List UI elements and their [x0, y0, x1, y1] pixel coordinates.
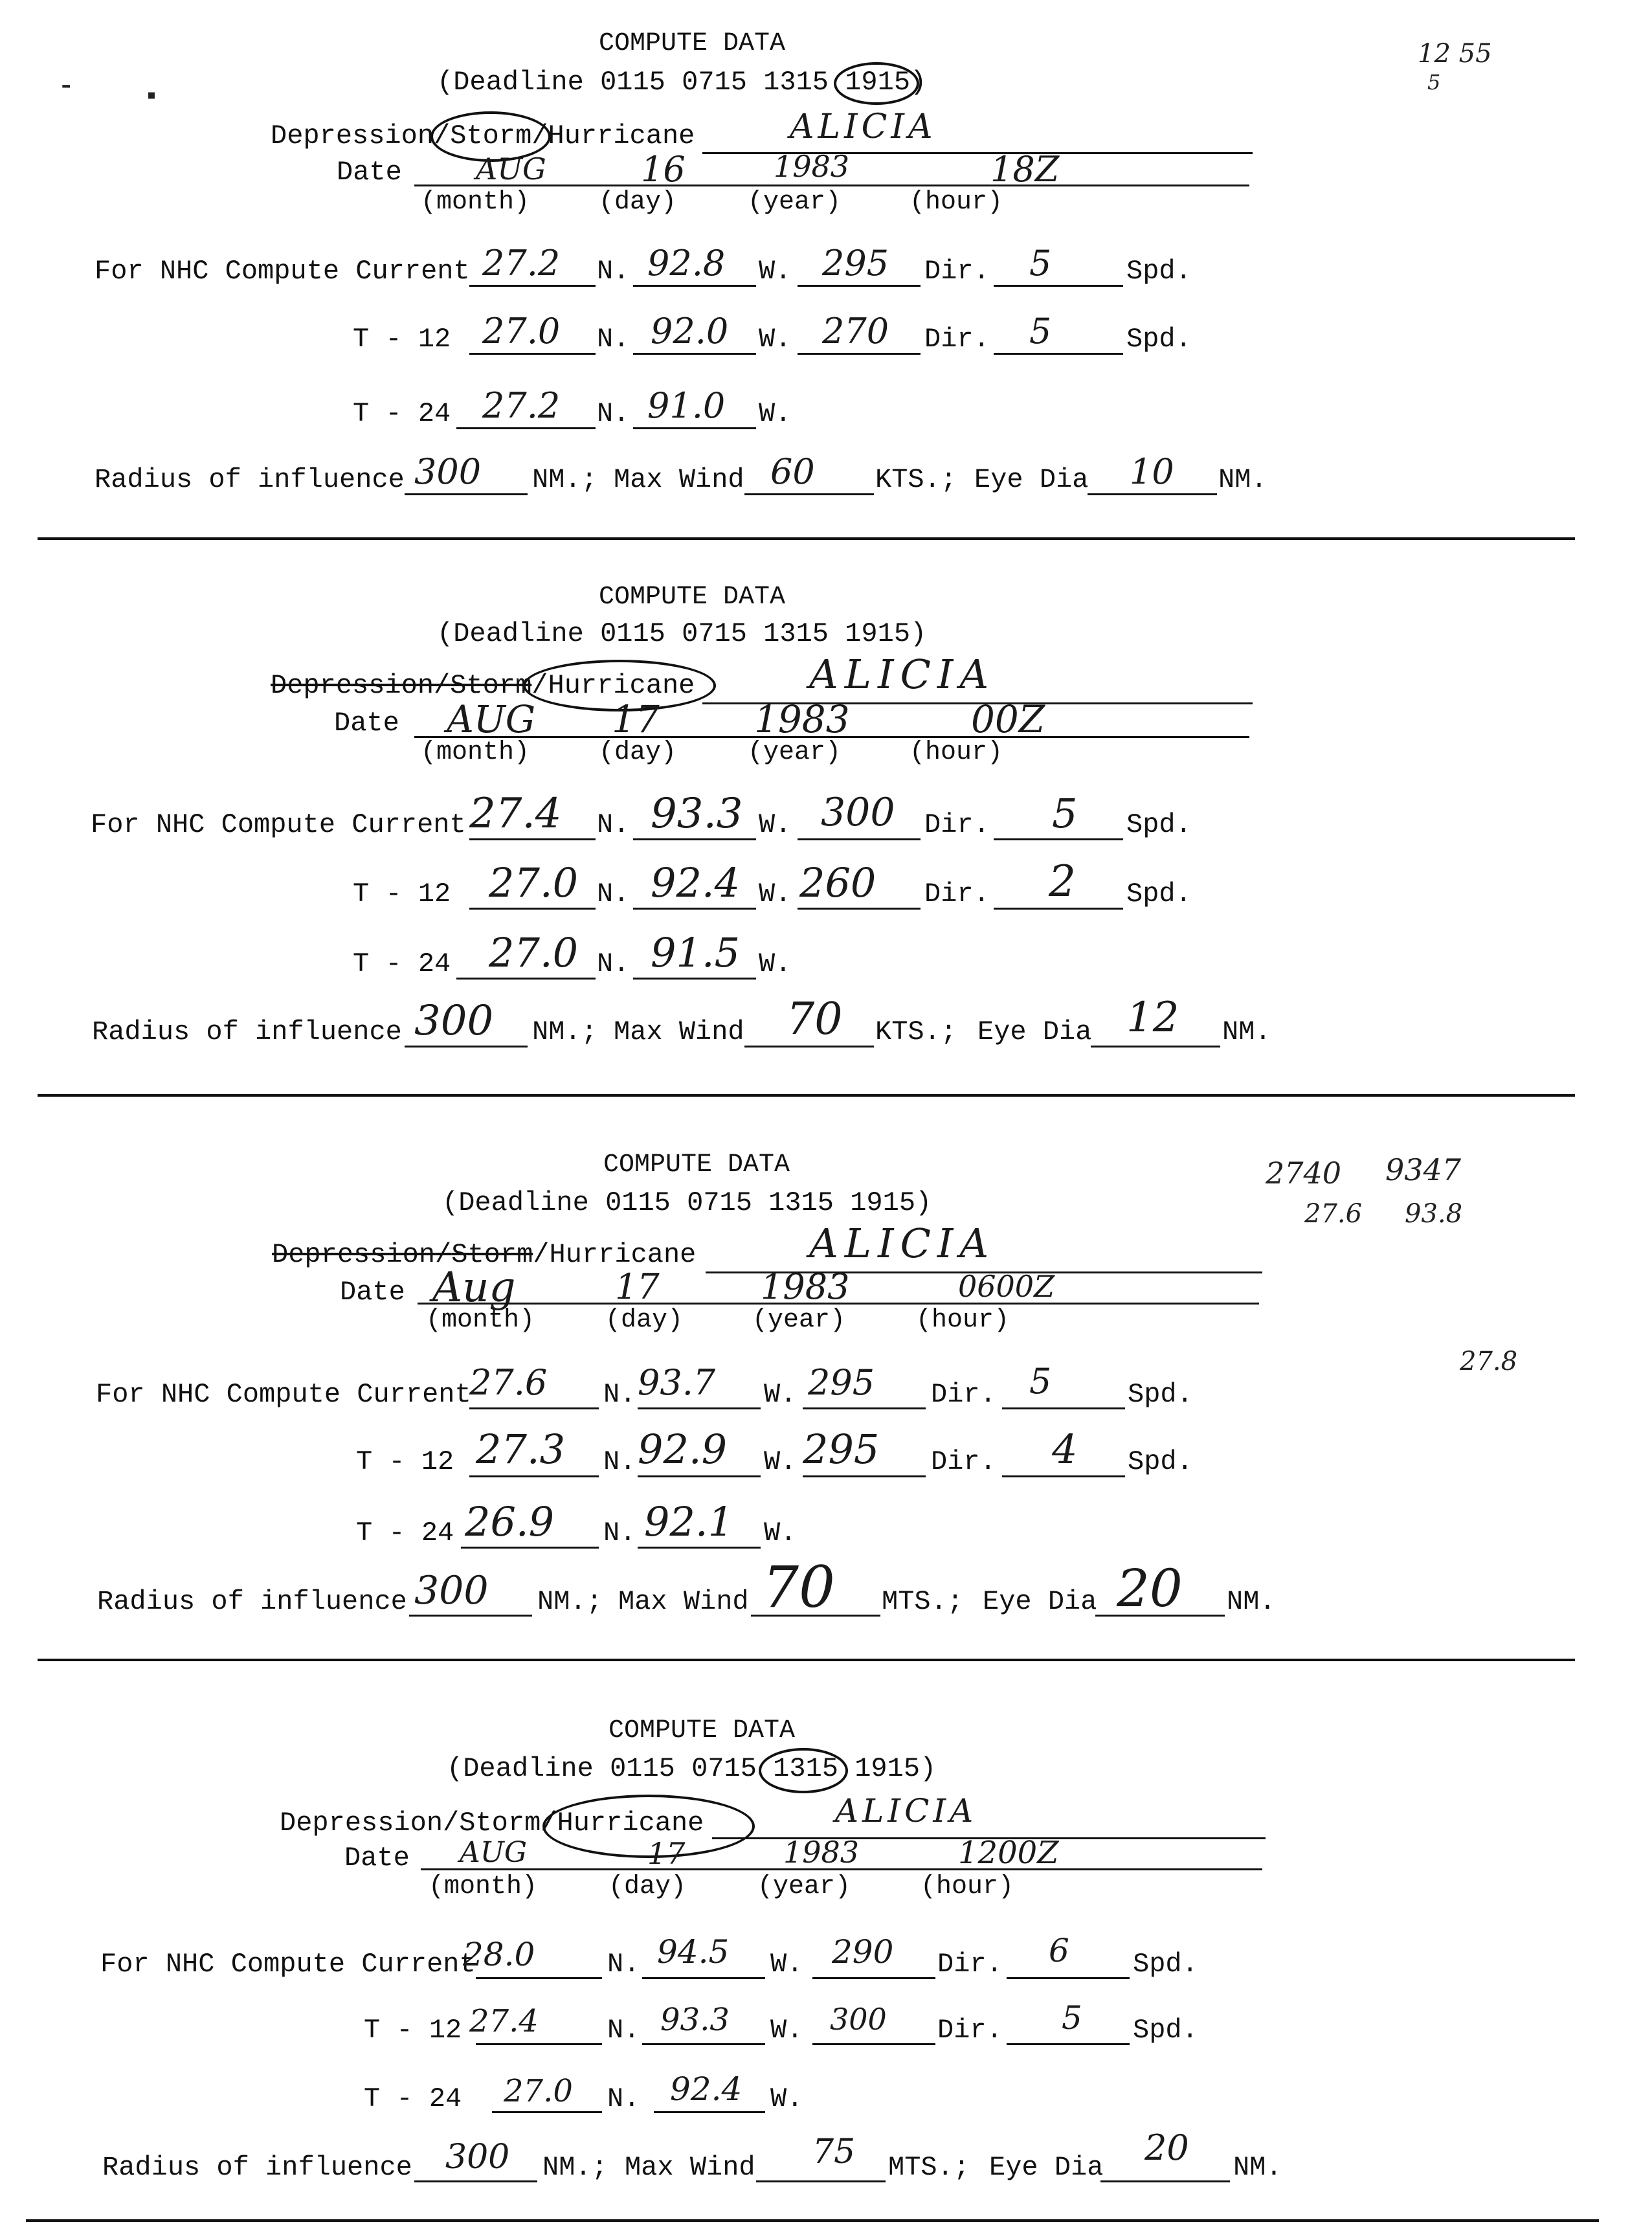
- t24-n-value: 27.0: [504, 2073, 573, 2109]
- t12-w-label: W.: [759, 324, 792, 355]
- t12-w-label: W.: [759, 879, 792, 910]
- current-dir-label: Dir.: [924, 809, 990, 840]
- current-n-label: N.: [607, 1949, 640, 1980]
- t12-label: T - 12: [353, 324, 451, 355]
- current-dir-underline: [803, 1407, 926, 1409]
- t12-spd-underline: [994, 353, 1123, 355]
- t12-n-label: N.: [607, 2015, 640, 2046]
- side-note-form3-1a: 2740: [1266, 1156, 1342, 1191]
- date-underline: [414, 185, 1249, 186]
- t12-dir-value: 295: [803, 1426, 880, 1473]
- t12-n-value: 27.4: [469, 2003, 539, 2039]
- current-n-underline: [469, 838, 596, 840]
- t12-spd-label: Spd.: [1126, 879, 1192, 910]
- current-dir-value: 290: [832, 1933, 894, 1971]
- t12-dir-underline: [798, 908, 921, 910]
- date-hour-value: 18Z: [990, 149, 1060, 190]
- form-title: COMPUTE DATA: [599, 29, 786, 58]
- deadline-1315: 1315: [763, 67, 829, 98]
- eye-dia-underline: [1095, 1615, 1225, 1617]
- eye-dia-unit: NM.: [1233, 2152, 1282, 2183]
- current-label: For NHC Compute Current: [91, 809, 466, 840]
- t24-w-label: W.: [770, 2083, 803, 2114]
- t12-n-label: N.: [597, 879, 630, 910]
- current-dir-underline: [798, 285, 921, 287]
- date-sub-hour: (hour): [921, 1872, 1014, 1901]
- max-wind-value: 60: [770, 451, 815, 492]
- current-w-underline: [633, 838, 756, 840]
- type-slash-1: /: [434, 120, 451, 151]
- eye-dia-value: 10: [1130, 451, 1174, 492]
- current-dir-underline: [812, 1977, 935, 1979]
- date-sub-day: (day): [599, 738, 677, 767]
- current-dir-label: Dir.: [931, 1379, 996, 1410]
- deadline-line: [447, 1753, 936, 1784]
- type-storm: Storm: [459, 1808, 541, 1839]
- type-depression: Depression: [271, 120, 434, 151]
- section-divider-3: [38, 1659, 1575, 1661]
- margin-mark-dot: ▪: [144, 83, 160, 112]
- t24-n-label: N.: [607, 2083, 640, 2114]
- max-wind-underline: [744, 1046, 874, 1047]
- deadline-0115: 0115: [600, 67, 665, 98]
- current-w-underline: [642, 1977, 765, 1979]
- t24-n-underline: [492, 2111, 602, 2113]
- current-n-value: 27.2: [482, 243, 561, 284]
- deadline-1915: 1915: [845, 618, 911, 649]
- date-label: Date: [334, 708, 399, 739]
- eye-dia-underline: [1091, 1046, 1220, 1047]
- t12-dir-underline: [812, 2043, 935, 2045]
- t24-w-label: W.: [759, 948, 792, 980]
- current-dir-label: Dir.: [937, 1949, 1003, 1980]
- t24-w-label: W.: [764, 1518, 797, 1549]
- date-sub-day: (day): [608, 1872, 687, 1901]
- radius-underline: [409, 1615, 532, 1617]
- current-w-value: 92.8: [647, 243, 726, 284]
- current-w-value: 93.7: [638, 1362, 716, 1403]
- type-storm: Storm: [450, 670, 532, 701]
- circle-mark-1915: [834, 62, 919, 105]
- type-slash-1: /: [443, 1808, 460, 1839]
- current-spd-value: 5: [1052, 790, 1078, 837]
- t12-n-underline: [469, 1475, 599, 1477]
- t24-w-value: 91.5: [651, 929, 741, 976]
- side-note-top-right: 12 55: [1418, 39, 1492, 69]
- type-hurricane: Hurricane: [548, 670, 695, 701]
- date-day-value: 16: [641, 149, 686, 190]
- current-spd-value: 5: [1029, 1361, 1052, 1402]
- deadline-suffix: ): [920, 1753, 937, 1784]
- t12-dir-label: Dir.: [924, 879, 990, 910]
- section-divider-bottom: [26, 2219, 1599, 2222]
- current-spd-underline: [1002, 1407, 1125, 1409]
- date-label: Date: [337, 157, 402, 188]
- current-w-label: W.: [759, 256, 792, 287]
- max-wind-value: 70: [763, 1554, 835, 1620]
- date-sub-hour: (hour): [910, 188, 1003, 217]
- deadline-suffix: ): [910, 67, 927, 98]
- date-sub-year: (year): [757, 1872, 851, 1901]
- t24-n-label: N.: [597, 398, 630, 429]
- t24-w-value: 92.1: [644, 1498, 734, 1545]
- t12-spd-value: 2: [1049, 857, 1076, 906]
- radius-unit: NM.;: [537, 1586, 603, 1617]
- date-sub-year: (year): [748, 738, 842, 767]
- date-month-value: AUG: [476, 151, 546, 186]
- max-wind-label: Max Wind: [618, 1586, 749, 1617]
- type-slash-2: /: [531, 120, 548, 151]
- t12-w-value: 93.3: [660, 2002, 730, 2038]
- current-spd-value: 6: [1049, 1932, 1069, 1969]
- radius-unit: NM.;: [532, 464, 597, 495]
- current-dir-value: 295: [808, 1362, 875, 1403]
- date-hour-value: 0600Z: [958, 1269, 1055, 1304]
- eye-dia-unit: NM.: [1222, 1016, 1271, 1047]
- type-hurricane: Hurricane: [549, 1239, 697, 1270]
- date-underline: [421, 1868, 1262, 1870]
- type-slash-1: /: [435, 1239, 452, 1270]
- t12-spd-underline: [1002, 1475, 1125, 1477]
- t12-n-value: 27.3: [476, 1426, 566, 1473]
- date-sub-month: (month): [426, 1306, 535, 1335]
- date-hour-value: 1200Z: [958, 1835, 1059, 1871]
- eye-dia-label: Eye Dia: [983, 1586, 1097, 1617]
- max-wind-unit: MTS.;: [888, 2152, 970, 2183]
- max-wind-unit: KTS.;: [875, 1016, 957, 1047]
- radius-value: 300: [445, 2138, 510, 2177]
- current-spd-underline: [994, 838, 1123, 840]
- t12-n-underline: [469, 353, 596, 355]
- t24-w-value: 91.0: [647, 385, 726, 426]
- deadline-0115: 0115: [600, 618, 665, 649]
- current-w-label: W.: [759, 809, 792, 840]
- date-year-value: 1983: [754, 697, 850, 741]
- t12-dir-value: 260: [799, 859, 876, 906]
- storm-name-value: ALICIA: [809, 651, 996, 698]
- deadline-1315: 1315: [763, 618, 829, 649]
- t12-n-value: 27.0: [482, 311, 561, 352]
- deadline-1315: 1315: [768, 1187, 834, 1218]
- date-day-value: 17: [615, 1266, 660, 1307]
- deadline-suffix: ): [915, 1187, 932, 1218]
- side-note-form3-1b: 9347: [1385, 1152, 1462, 1187]
- current-spd-label: Spd.: [1128, 1379, 1193, 1410]
- side-note-form3-2a: 27.6: [1304, 1199, 1363, 1229]
- t24-w-underline: [654, 2111, 765, 2113]
- current-w-label: W.: [764, 1379, 797, 1410]
- t12-n-label: N.: [603, 1446, 636, 1477]
- type-storm: Storm: [451, 1239, 533, 1270]
- t12-spd-value: 5: [1062, 1999, 1082, 2037]
- current-dir-underline: [798, 838, 921, 840]
- radius-underline: [405, 1046, 528, 1047]
- t24-n-underline: [456, 427, 596, 429]
- deadline-0715: 0715: [682, 618, 747, 649]
- date-year-value: 1983: [774, 149, 850, 184]
- eye-dia-label: Eye Dia: [977, 1016, 1092, 1047]
- current-n-underline: [476, 1977, 602, 1979]
- t12-spd-label: Spd.: [1128, 1446, 1193, 1477]
- current-spd-label: Spd.: [1126, 256, 1192, 287]
- deadline-line: [442, 1187, 932, 1218]
- current-spd-underline: [994, 285, 1123, 287]
- eye-dia-underline: [1100, 2180, 1230, 2182]
- t24-n-label: N.: [597, 948, 630, 980]
- eye-dia-unit: NM.: [1227, 1586, 1276, 1617]
- date-month-value: Aug: [432, 1264, 516, 1312]
- t12-spd-label: Spd.: [1133, 2015, 1198, 2046]
- max-wind-underline: [756, 2180, 886, 2182]
- t12-dir-value: 300: [830, 2002, 887, 2037]
- t12-spd-value: 4: [1052, 1426, 1078, 1473]
- current-n-underline: [469, 1407, 599, 1409]
- current-dir-value: 300: [821, 790, 895, 835]
- t24-n-value: 26.9: [465, 1498, 555, 1545]
- t12-w-underline: [633, 353, 756, 355]
- circle-mark-1315: [759, 1748, 848, 1793]
- date-sub-year: (year): [752, 1306, 846, 1335]
- t12-w-label: W.: [764, 1446, 797, 1477]
- type-hurricane: Hurricane: [557, 1808, 704, 1839]
- current-spd-value: 5: [1029, 243, 1052, 284]
- current-w-underline: [638, 1407, 761, 1409]
- date-day-value: 17: [612, 697, 660, 741]
- max-wind-underline: [751, 1615, 880, 1617]
- t24-n-value: 27.2: [482, 385, 561, 426]
- radius-label: Radius of influence: [102, 2152, 412, 2183]
- radius-value: 300: [414, 1568, 489, 1613]
- t12-spd-underline: [1007, 2043, 1130, 2045]
- t24-w-label: W.: [759, 398, 792, 429]
- radius-value: 300: [414, 451, 482, 492]
- date-label: Date: [344, 1842, 410, 1874]
- deadline-prefix: (Deadline: [442, 1187, 589, 1218]
- date-sub-day: (day): [605, 1306, 684, 1335]
- form-title: COMPUTE DATA: [603, 1150, 790, 1180]
- t12-w-value: 92.4: [651, 859, 741, 906]
- date-sub-month: (month): [429, 1872, 538, 1901]
- type-slash-2: /: [533, 1239, 550, 1270]
- side-note-form3-2b: 93.8: [1405, 1199, 1463, 1229]
- t12-w-underline: [633, 908, 756, 910]
- deadline-suffix: ): [910, 618, 927, 649]
- form-title: COMPUTE DATA: [608, 1716, 796, 1745]
- current-n-value: 27.4: [469, 790, 562, 838]
- type-depression: Depression: [280, 1808, 443, 1839]
- t12-n-underline: [476, 2043, 602, 2045]
- t12-label: T - 12: [356, 1446, 454, 1477]
- eye-dia-value: 20: [1144, 2127, 1189, 2168]
- date-sub-hour: (hour): [916, 1306, 1010, 1335]
- max-wind-unit: MTS.;: [882, 1586, 964, 1617]
- radius-label: Radius of influence: [95, 464, 405, 495]
- deadline-0715: 0715: [691, 1753, 757, 1784]
- deadline-prefix: (Deadline: [447, 1753, 594, 1784]
- t12-label: T - 12: [364, 2015, 462, 2046]
- current-w-value: 93.3: [651, 790, 743, 838]
- eye-dia-label: Eye Dia: [974, 464, 1089, 495]
- t12-w-value: 92.9: [638, 1426, 728, 1473]
- section-divider-1: [38, 537, 1575, 540]
- current-label: For NHC Compute Current: [95, 256, 470, 287]
- date-day-value: 17: [647, 1836, 686, 1871]
- type-storm: Storm: [450, 120, 532, 151]
- date-month-value: AUG: [460, 1836, 528, 1869]
- date-label: Date: [340, 1277, 405, 1308]
- t12-label: T - 12: [353, 879, 451, 910]
- deadline-1315: 1315: [773, 1753, 838, 1784]
- date-year-value: 1983: [783, 1835, 860, 1870]
- date-year-value: 1983: [761, 1266, 850, 1307]
- eye-dia-underline: [1088, 493, 1217, 495]
- radius-label: Radius of influence: [97, 1586, 407, 1617]
- current-w-underline: [633, 285, 756, 287]
- max-wind-value: 70: [787, 994, 843, 1045]
- t12-n-value: 27.0: [489, 859, 579, 906]
- current-n-label: N.: [597, 809, 630, 840]
- t24-n-underline: [461, 1547, 599, 1549]
- t24-label: T - 24: [364, 2083, 462, 2114]
- eye-dia-value: 12: [1126, 994, 1179, 1042]
- eye-dia-value: 20: [1117, 1558, 1183, 1618]
- storm-name-value: ALICIA: [835, 1792, 977, 1830]
- deadline-0115: 0115: [610, 1753, 675, 1784]
- radius-label: Radius of influence: [92, 1016, 402, 1047]
- current-dir-value: 295: [822, 243, 889, 284]
- type-depression: Depression: [272, 1239, 436, 1270]
- storm-name-value: ALICIA: [809, 1220, 996, 1267]
- type-slash-1: /: [434, 670, 451, 701]
- t12-dir-label: Dir.: [937, 2015, 1003, 2046]
- current-label: For NHC Compute Current: [100, 1949, 476, 1980]
- max-wind-unit: KTS.;: [875, 464, 957, 495]
- current-spd-underline: [1007, 1977, 1130, 1979]
- radius-value: 300: [414, 997, 494, 1045]
- current-n-value: 27.6: [469, 1362, 548, 1403]
- current-w-label: W.: [770, 1949, 803, 1980]
- t12-spd-value: 5: [1029, 311, 1052, 352]
- date-hour-value: 00Z: [971, 697, 1045, 741]
- deadline-line: [437, 618, 926, 649]
- max-wind-label: Max Wind: [625, 2152, 755, 2183]
- current-dir-label: Dir.: [924, 256, 990, 287]
- max-wind-label: Max Wind: [614, 1016, 744, 1047]
- date-underline: [418, 1303, 1259, 1305]
- eye-dia-unit: NM.: [1218, 464, 1267, 495]
- side-note-top-right-sub: 5: [1427, 70, 1441, 95]
- deadline-1915: 1915: [854, 1753, 921, 1784]
- section-divider-2: [38, 1094, 1575, 1097]
- radius-underline: [405, 493, 528, 495]
- type-slash-2: /: [541, 1808, 557, 1839]
- t24-w-value: 92.4: [670, 2070, 742, 2108]
- radius-unit: NM.;: [542, 2152, 608, 2183]
- side-note-form3-3: 27.8: [1460, 1347, 1518, 1376]
- t12-w-value: 92.0: [651, 311, 729, 352]
- t12-w-underline: [642, 2043, 765, 2045]
- radius-unit: NM.;: [532, 1016, 597, 1047]
- deadline-prefix: (Deadline: [437, 618, 584, 649]
- current-label: For NHC Compute Current: [96, 1379, 471, 1410]
- t12-n-label: N.: [597, 324, 630, 355]
- t24-n-underline: [456, 978, 596, 980]
- t24-w-underline: [633, 427, 756, 429]
- t12-dir-value: 270: [822, 311, 889, 352]
- radius-underline: [414, 2180, 537, 2182]
- t12-n-underline: [469, 908, 596, 910]
- t12-dir-underline: [798, 353, 921, 355]
- t24-w-underline: [633, 978, 756, 980]
- current-w-value: 94.5: [657, 1933, 730, 1971]
- current-spd-label: Spd.: [1133, 1949, 1198, 1980]
- current-n-value: 28.0: [463, 1936, 535, 1973]
- t24-n-value: 27.0: [489, 929, 579, 976]
- storm-name-value: ALICIA: [790, 107, 937, 146]
- form-title: COMPUTE DATA: [599, 583, 786, 612]
- max-wind-underline: [744, 493, 874, 495]
- deadline-0115: 0115: [605, 1187, 671, 1218]
- deadline-1915: 1915: [845, 67, 911, 98]
- date-sub-month: (month): [421, 738, 530, 767]
- date-sub-month: (month): [421, 188, 530, 217]
- t24-w-underline: [638, 1547, 761, 1549]
- date-month-value: AUG: [447, 697, 536, 741]
- t12-dir-underline: [803, 1475, 926, 1477]
- deadline-prefix: (Deadline: [437, 67, 584, 98]
- t12-spd-label: Spd.: [1126, 324, 1192, 355]
- current-n-label: N.: [603, 1379, 636, 1410]
- type-depression: Depression: [271, 670, 434, 701]
- max-wind-value: 75: [812, 2133, 856, 2171]
- t24-n-label: N.: [603, 1518, 636, 1549]
- current-spd-label: Spd.: [1126, 809, 1192, 840]
- t12-spd-underline: [994, 908, 1123, 910]
- deadline-0715: 0715: [682, 67, 747, 98]
- deadline-0715: 0715: [687, 1187, 752, 1218]
- date-sub-hour: (hour): [910, 738, 1003, 767]
- type-hurricane: Hurricane: [548, 120, 695, 151]
- t24-label: T - 24: [356, 1518, 454, 1549]
- max-wind-label: Max Wind: [614, 464, 744, 495]
- current-n-underline: [469, 285, 596, 287]
- t12-dir-label: Dir.: [931, 1446, 996, 1477]
- t12-dir-label: Dir.: [924, 324, 990, 355]
- t24-label: T - 24: [353, 948, 451, 980]
- type-slash-2: /: [531, 670, 548, 701]
- margin-mark-top-left: ⁃: [60, 75, 73, 104]
- current-n-label: N.: [597, 256, 630, 287]
- date-sub-day: (day): [599, 188, 677, 217]
- t12-w-label: W.: [770, 2015, 803, 2046]
- eye-dia-label: Eye Dia: [989, 2152, 1104, 2183]
- t12-w-underline: [638, 1475, 761, 1477]
- t24-label: T - 24: [353, 398, 451, 429]
- date-sub-year: (year): [748, 188, 842, 217]
- deadline-1915: 1915: [850, 1187, 916, 1218]
